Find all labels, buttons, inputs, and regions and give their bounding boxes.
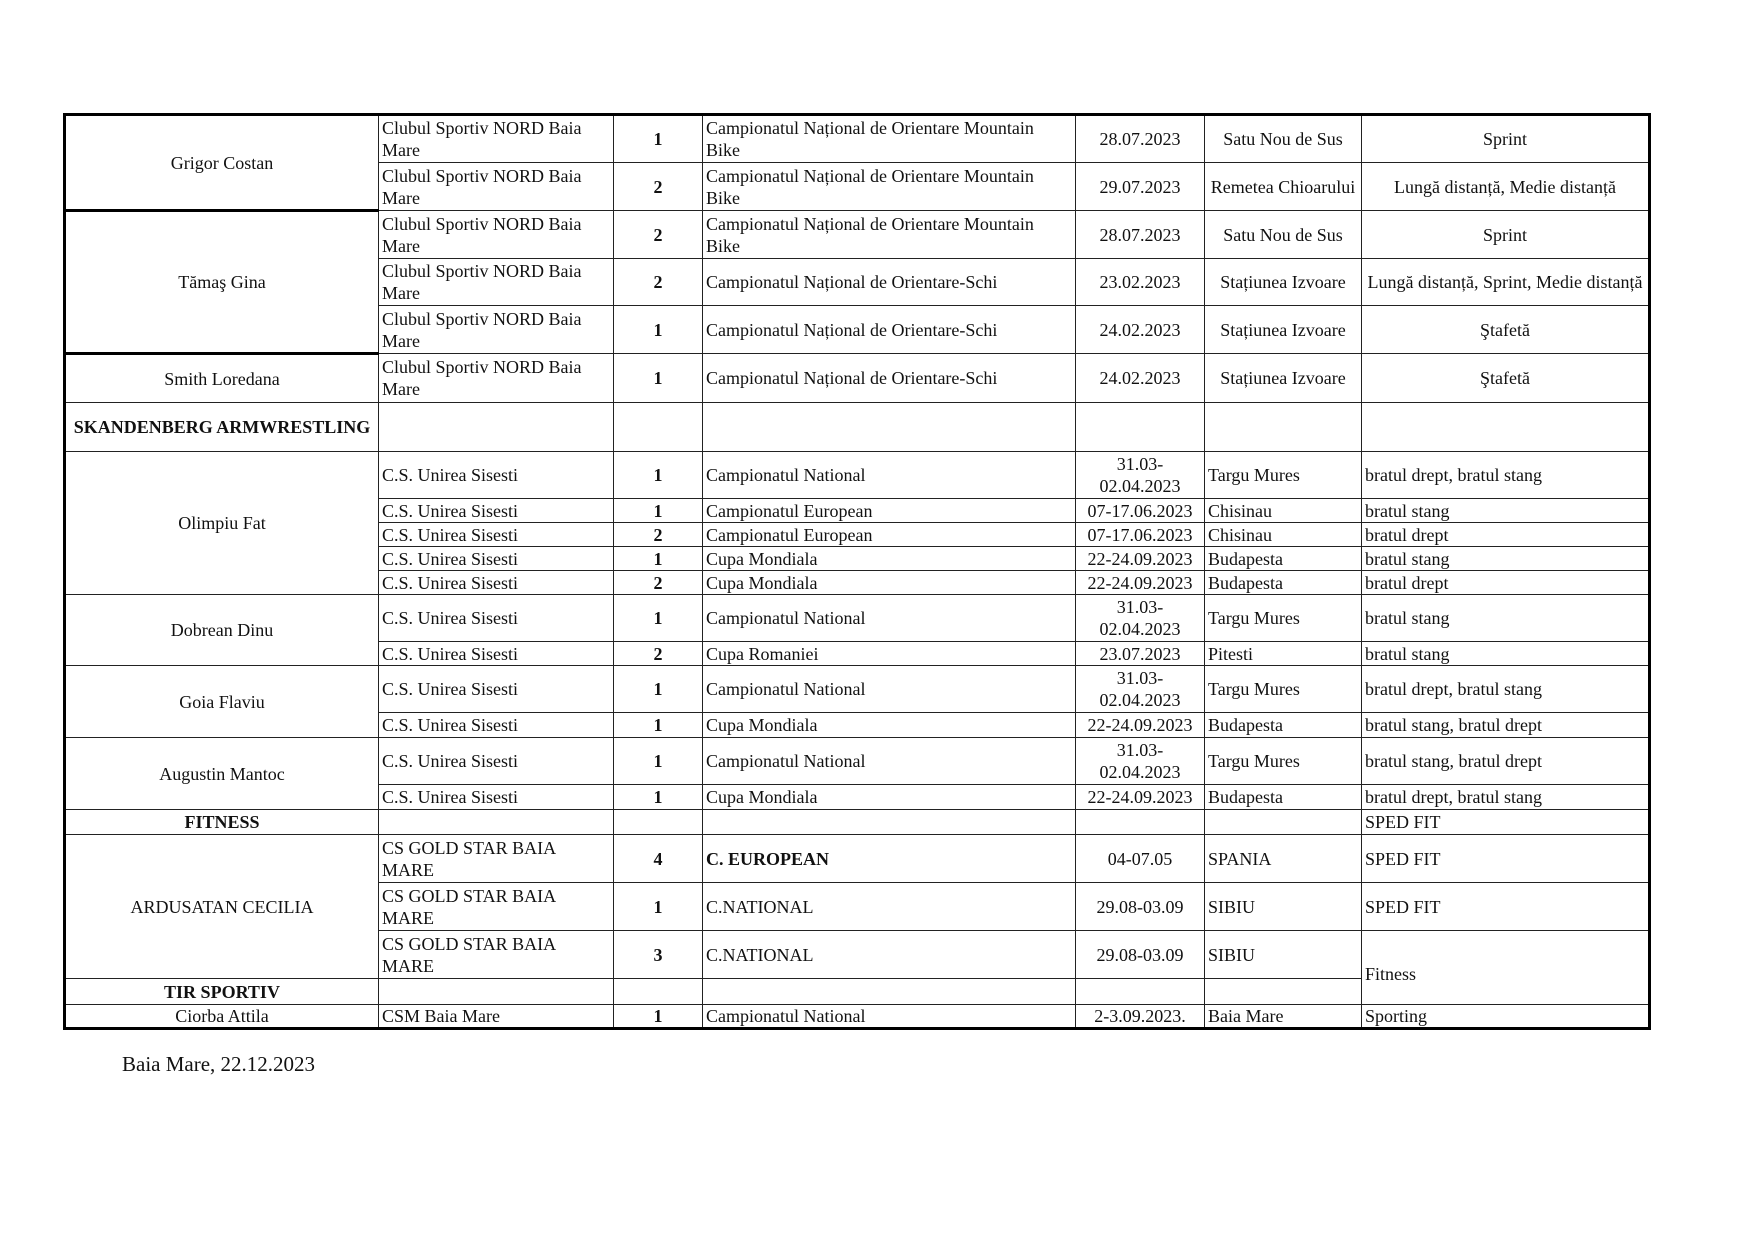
location-cell: SIBIU <box>1205 883 1362 931</box>
rank-cell: 2 <box>614 259 703 306</box>
date-cell: 29.08-03.09 <box>1076 883 1205 931</box>
location-cell: Targu Mures <box>1205 738 1362 785</box>
athlete-name: Olimpiu Fat <box>65 452 379 595</box>
club-cell: C.S. Unirea Sisesti <box>379 785 614 810</box>
rank-cell: 2 <box>614 211 703 259</box>
event-cell: Campionatul Național de Orientare Mountain Bike <box>703 211 1076 259</box>
table-row <box>65 115 1650 163</box>
date-cell: 28.07.2023 <box>1076 115 1205 163</box>
detail-cell: bratul drept <box>1362 523 1650 547</box>
detail-cell: Fitness <box>1362 931 1650 1005</box>
athlete-name: Augustin Mantoc <box>65 738 379 810</box>
event-cell: Campionatul European <box>703 499 1076 523</box>
empty-cell <box>379 979 614 1005</box>
date-cell: 24.02.2023 <box>1076 306 1205 354</box>
section-row <box>65 403 1650 452</box>
club-cell: C.S. Unirea Sisesti <box>379 738 614 785</box>
table-row <box>65 738 1650 785</box>
event-cell: Campionatul Național de Orientare-Schi <box>703 354 1076 403</box>
location-cell: Targu Mures <box>1205 666 1362 713</box>
empty-cell <box>1205 810 1362 835</box>
rank-cell: 1 <box>614 738 703 785</box>
athlete-name: Grigor Costan <box>65 115 379 211</box>
detail-cell: Lungă distanță, Sprint, Medie distanță <box>1362 259 1650 306</box>
rank-cell: 2 <box>614 642 703 666</box>
club-cell: Clubul Sportiv NORD Baia Mare <box>379 306 614 354</box>
empty-cell <box>1205 979 1362 1005</box>
location-cell: Budapesta <box>1205 785 1362 810</box>
table-row <box>65 835 1650 883</box>
club-cell: CS GOLD STAR BAIA MARE <box>379 835 614 883</box>
club-cell: CS GOLD STAR BAIA MARE <box>379 931 614 979</box>
results-table <box>63 113 1651 1030</box>
event-cell: C.NATIONAL <box>703 931 1076 979</box>
detail-cell: bratul stang, bratul drept <box>1362 738 1650 785</box>
event-cell: Campionatul European <box>703 523 1076 547</box>
detail-cell: bratul stang <box>1362 499 1650 523</box>
date-cell: 04-07.05 <box>1076 835 1205 883</box>
empty-cell <box>1076 979 1205 1005</box>
location-cell: Satu Nou de Sus <box>1205 115 1362 163</box>
club-cell: C.S. Unirea Sisesti <box>379 595 614 642</box>
date-cell: 24.02.2023 <box>1076 354 1205 403</box>
empty-cell <box>614 979 703 1005</box>
empty-cell <box>379 403 614 452</box>
detail-cell: bratul stang <box>1362 642 1650 666</box>
club-cell: C.S. Unirea Sisesti <box>379 642 614 666</box>
athlete-name: Goia Flaviu <box>65 666 379 738</box>
detail-cell: Sporting <box>1362 1005 1650 1029</box>
empty-cell <box>614 403 703 452</box>
table-row <box>65 1005 1650 1029</box>
club-cell: CS GOLD STAR BAIA MARE <box>379 883 614 931</box>
event-cell: Cupa Mondiala <box>703 713 1076 738</box>
detail-cell: bratul drept <box>1362 571 1650 595</box>
rank-cell: 1 <box>614 1005 703 1029</box>
footer-place-date: Baia Mare, 22.12.2023 <box>122 1052 316 1076</box>
date-cell: 31.03-02.04.2023 <box>1076 595 1205 642</box>
event-cell: Cupa Mondiala <box>703 547 1076 571</box>
location-cell: Baia Mare <box>1205 1005 1362 1029</box>
date-cell: 31.03-02.04.2023 <box>1076 666 1205 713</box>
location-cell: Stațiunea Izvoare <box>1205 306 1362 354</box>
location-cell: Targu Mures <box>1205 452 1362 499</box>
event-cell: Campionatul National <box>703 452 1076 499</box>
date-cell: 2-3.09.2023. <box>1076 1005 1205 1029</box>
athlete-name: Smith Loredana <box>65 354 379 403</box>
date-cell: 22-24.09.2023 <box>1076 785 1205 810</box>
rank-cell: 1 <box>614 883 703 931</box>
date-cell: 31.03-02.04.2023 <box>1076 738 1205 785</box>
date-cell: 23.07.2023 <box>1076 642 1205 666</box>
detail-cell: bratul drept, bratul stang <box>1362 666 1650 713</box>
event-cell: Cupa Romaniei <box>703 642 1076 666</box>
club-cell: CSM Baia Mare <box>379 1005 614 1029</box>
club-cell: C.S. Unirea Sisesti <box>379 499 614 523</box>
event-cell: Campionatul Național de Orientare-Schi <box>703 259 1076 306</box>
table-row <box>65 452 1650 499</box>
rank-cell: 1 <box>614 306 703 354</box>
event-cell: Campionatul National <box>703 595 1076 642</box>
date-cell: 31.03-02.04.2023 <box>1076 452 1205 499</box>
date-cell: 23.02.2023 <box>1076 259 1205 306</box>
empty-cell <box>1205 403 1362 452</box>
table-row <box>65 211 1650 259</box>
date-cell: 22-24.09.2023 <box>1076 713 1205 738</box>
location-cell: Remetea Chioarului <box>1205 163 1362 211</box>
club-cell: C.S. Unirea Sisesti <box>379 571 614 595</box>
empty-cell <box>379 810 614 835</box>
rank-cell: 1 <box>614 115 703 163</box>
rank-cell: 1 <box>614 354 703 403</box>
detail-cell: Sprint <box>1362 115 1650 163</box>
club-cell: C.S. Unirea Sisesti <box>379 666 614 713</box>
table-row <box>65 354 1650 403</box>
event-cell: Campionatul National <box>703 1005 1076 1029</box>
club-cell: C.S. Unirea Sisesti <box>379 547 614 571</box>
event-cell: Campionatul Național de Orientare-Schi <box>703 306 1076 354</box>
location-cell: Pitesti <box>1205 642 1362 666</box>
athlete-name: Tămaş Gina <box>65 211 379 354</box>
rank-cell: 1 <box>614 595 703 642</box>
event-cell: Campionatul National <box>703 666 1076 713</box>
empty-cell <box>703 979 1076 1005</box>
detail-cell: bratul drept, bratul stang <box>1362 452 1650 499</box>
athlete-name: Ciorba Attila <box>65 1005 379 1029</box>
date-cell: 22-24.09.2023 <box>1076 547 1205 571</box>
detail-cell: bratul stang, bratul drept <box>1362 713 1650 738</box>
event-cell: Campionatul National <box>703 738 1076 785</box>
detail-cell: Ştafetă <box>1362 306 1650 354</box>
location-cell: Stațiunea Izvoare <box>1205 354 1362 403</box>
detail-cell: SPED FIT <box>1362 835 1650 883</box>
event-cell: Campionatul Național de Orientare Mountain Bike <box>703 163 1076 211</box>
event-cell: Cupa Mondiala <box>703 785 1076 810</box>
location-cell: SPANIA <box>1205 835 1362 883</box>
detail-cell: SPED FIT <box>1362 810 1650 835</box>
detail-cell: Sprint <box>1362 211 1650 259</box>
empty-cell <box>703 810 1076 835</box>
date-cell: 28.07.2023 <box>1076 211 1205 259</box>
location-cell: Chisinau <box>1205 499 1362 523</box>
rank-cell: 1 <box>614 499 703 523</box>
location-cell: Budapesta <box>1205 713 1362 738</box>
section-heading-fitness: FITNESS <box>65 810 379 835</box>
athlete-name: ARDUSATAN CECILIA <box>65 835 379 979</box>
detail-cell: Ştafetă <box>1362 354 1650 403</box>
detail-cell: bratul stang <box>1362 595 1650 642</box>
event-cell: C. EUROPEAN <box>703 835 1076 883</box>
club-cell: Clubul Sportiv NORD Baia Mare <box>379 354 614 403</box>
club-cell: C.S. Unirea Sisesti <box>379 713 614 738</box>
location-cell: Satu Nou de Sus <box>1205 211 1362 259</box>
club-cell: C.S. Unirea Sisesti <box>379 452 614 499</box>
detail-cell: SPED FIT <box>1362 883 1650 931</box>
empty-cell <box>1076 810 1205 835</box>
location-cell: Stațiunea Izvoare <box>1205 259 1362 306</box>
rank-cell: 2 <box>614 523 703 547</box>
table-row <box>65 595 1650 642</box>
rank-cell: 3 <box>614 931 703 979</box>
rank-cell: 2 <box>614 571 703 595</box>
rank-cell: 1 <box>614 547 703 571</box>
club-cell: C.S. Unirea Sisesti <box>379 523 614 547</box>
empty-cell <box>1076 403 1205 452</box>
rank-cell: 1 <box>614 452 703 499</box>
section-heading-tir-sportiv: TIR SPORTIV <box>65 979 379 1005</box>
date-cell: 07-17.06.2023 <box>1076 499 1205 523</box>
club-cell: Clubul Sportiv NORD Baia Mare <box>379 211 614 259</box>
empty-cell <box>614 810 703 835</box>
rank-cell: 2 <box>614 163 703 211</box>
athlete-name: Dobrean Dinu <box>65 595 379 666</box>
date-cell: 29.08-03.09 <box>1076 931 1205 979</box>
club-cell: Clubul Sportiv NORD Baia Mare <box>379 163 614 211</box>
rank-cell: 4 <box>614 835 703 883</box>
location-cell: Targu Mures <box>1205 595 1362 642</box>
date-cell: 07-17.06.2023 <box>1076 523 1205 547</box>
section-heading-skandenberg: SKANDENBERG ARMWRESTLING <box>65 403 379 452</box>
detail-cell: bratul stang <box>1362 547 1650 571</box>
location-cell: Chisinau <box>1205 523 1362 547</box>
event-cell: Cupa Mondiala <box>703 571 1076 595</box>
rank-cell: 1 <box>614 713 703 738</box>
rank-cell: 1 <box>614 666 703 713</box>
date-cell: 22-24.09.2023 <box>1076 571 1205 595</box>
empty-cell <box>1362 403 1650 452</box>
table-row <box>65 666 1650 713</box>
detail-cell: bratul drept, bratul stang <box>1362 785 1650 810</box>
rank-cell: 1 <box>614 785 703 810</box>
event-cell: Campionatul Național de Orientare Mountain Bike <box>703 115 1076 163</box>
detail-cell: Lungă distanță, Medie distanță <box>1362 163 1650 211</box>
date-cell: 29.07.2023 <box>1076 163 1205 211</box>
club-cell: Clubul Sportiv NORD Baia Mare <box>379 115 614 163</box>
section-row <box>65 810 1650 835</box>
event-cell: C.NATIONAL <box>703 883 1076 931</box>
location-cell: Budapesta <box>1205 547 1362 571</box>
location-cell: SIBIU <box>1205 931 1362 979</box>
club-cell: Clubul Sportiv NORD Baia Mare <box>379 259 614 306</box>
location-cell: Budapesta <box>1205 571 1362 595</box>
empty-cell <box>703 403 1076 452</box>
